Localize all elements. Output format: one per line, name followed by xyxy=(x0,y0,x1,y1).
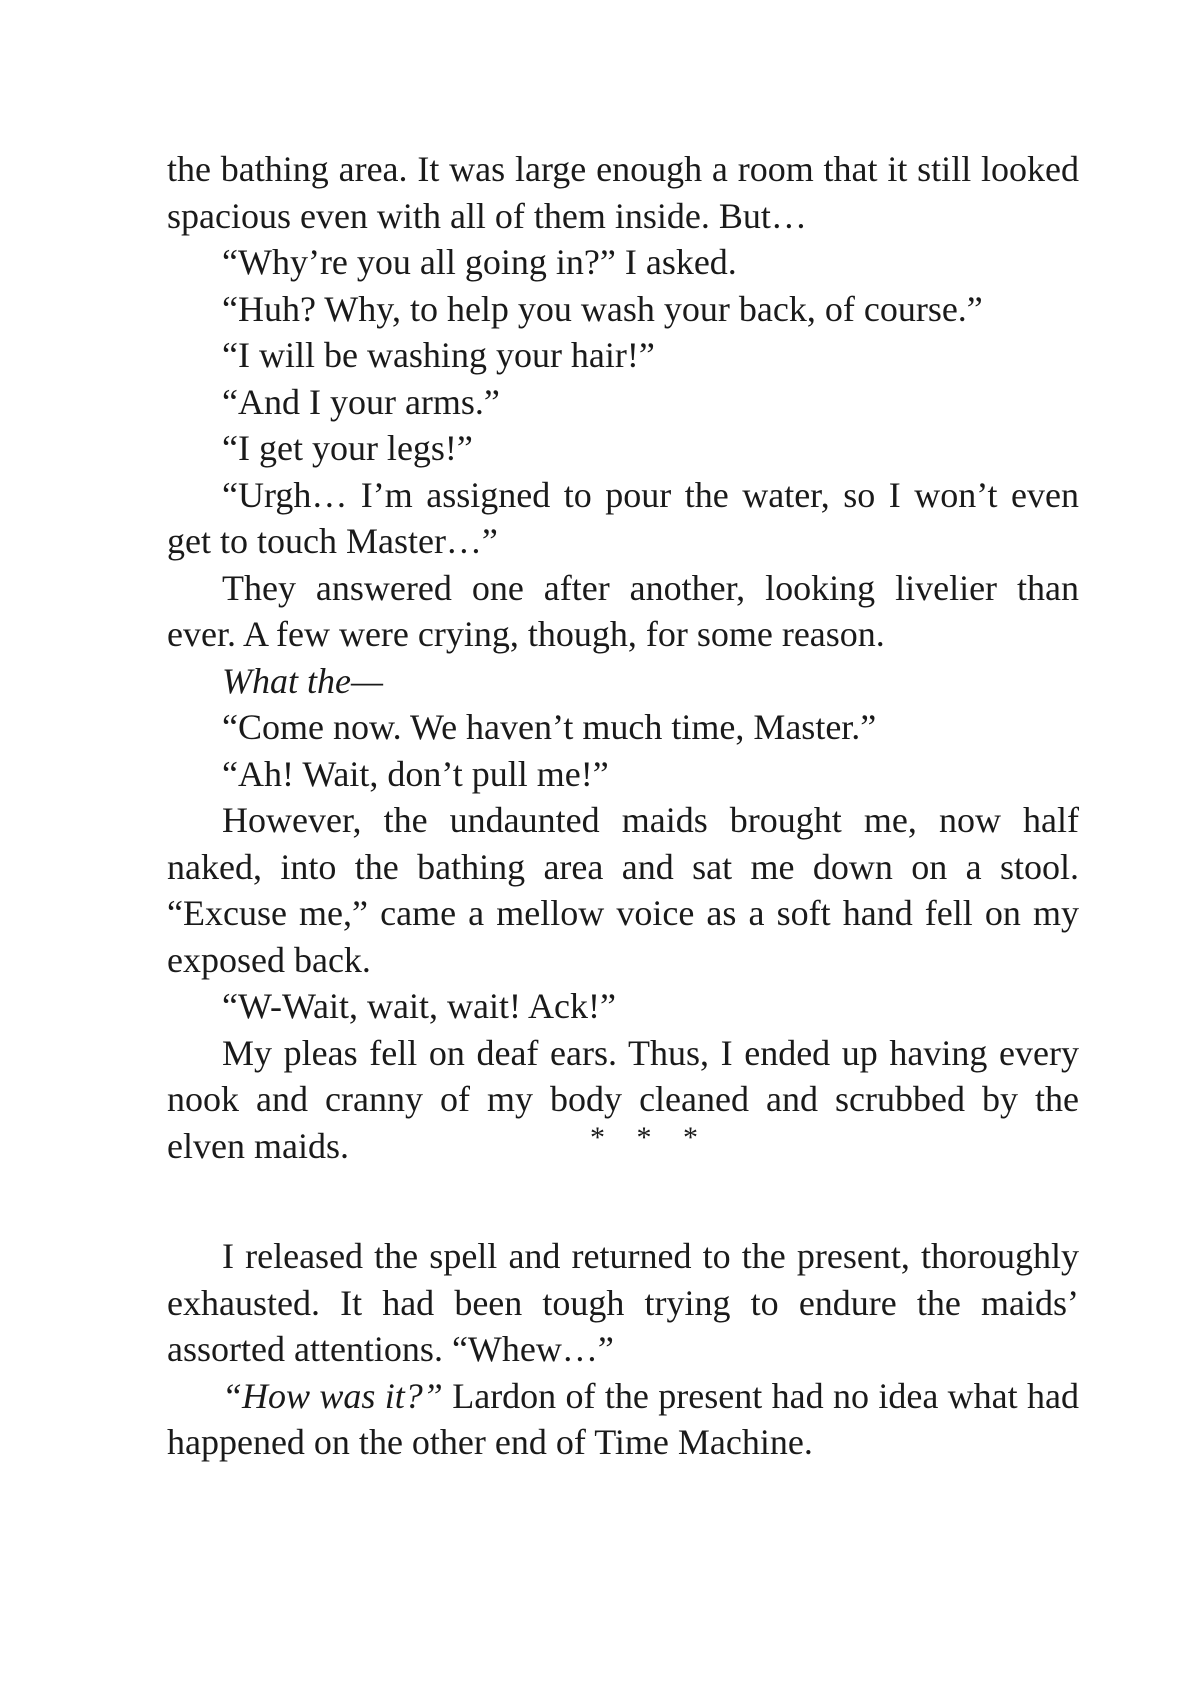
paragraph-text: “And I your arms.” xyxy=(222,381,500,422)
paragraph-text: However, the undaunted maids brought me, now half naked, into the bathing area and sat me down on a stool. “Excuse me,” came a mellow voice as a soft hand fell on my exposed back. xyxy=(167,800,1079,980)
paragraph-text: “I will be washing your hair!” xyxy=(222,335,655,375)
paragraph-text: “I get your legs!” xyxy=(222,428,473,468)
text-block-after-break xyxy=(167,1233,1079,1466)
paragraph xyxy=(167,704,1079,751)
paragraph-text: “Ah! Wait, don’t pull me!” xyxy=(222,753,609,794)
paragraph xyxy=(167,425,1079,472)
italic-speech: “How was it?” xyxy=(222,1375,443,1416)
paragraph xyxy=(167,472,1079,565)
paragraph-text: “Come now. We haven’t much time, Master.” xyxy=(222,707,877,747)
paragraph-text: the bathing area. It was large enough a room that it still looked spacious even with all of them inside. But… xyxy=(167,149,1079,236)
paragraph xyxy=(167,1233,1079,1373)
paragraph xyxy=(167,286,1079,333)
italic-thought: What the— xyxy=(222,660,383,701)
paragraph xyxy=(167,751,1079,798)
paragraph-text: “Huh? Why, to help you wash your back, of course.” xyxy=(222,288,983,329)
paragraph xyxy=(167,983,1079,1030)
paragraph-text: Lardon of the present had no idea what had happened on the other end of Time Machine. xyxy=(167,1375,1080,1462)
scene-break: * * * xyxy=(590,1121,698,1154)
paragraph-text: “Why’re you all going in?” I asked. xyxy=(222,242,737,282)
paragraph-text: “W-Wait, wait, wait! Ack!” xyxy=(222,986,616,1026)
paragraph xyxy=(167,239,1079,286)
paragraph xyxy=(167,1373,1079,1466)
paragraph-text: My pleas fell on deaf ears. Thus, I ended up having every nook and cranny of my body cleaned and scrubbed by the elven maids. xyxy=(167,1032,1079,1166)
paragraph xyxy=(167,332,1079,379)
paragraph xyxy=(167,379,1079,426)
paragraph xyxy=(167,146,1079,239)
paragraph-text: “Urgh… I’m assigned to pour the water, so I won’t even get to touch Master…” xyxy=(167,474,1079,561)
paragraph xyxy=(167,797,1079,983)
paragraph xyxy=(167,658,1079,705)
text-block-before-break xyxy=(167,146,1079,1169)
paragraph xyxy=(167,565,1079,658)
paragraph-text: I released the spell and returned to the present, thoroughly exhausted. It had been tough trying to endure the maids’ assorted attentions. “Whew…” xyxy=(167,1236,1079,1369)
paragraph-text: They answered one after another, looking livelier than ever. A few were crying, though, for some reason. xyxy=(167,567,1079,654)
